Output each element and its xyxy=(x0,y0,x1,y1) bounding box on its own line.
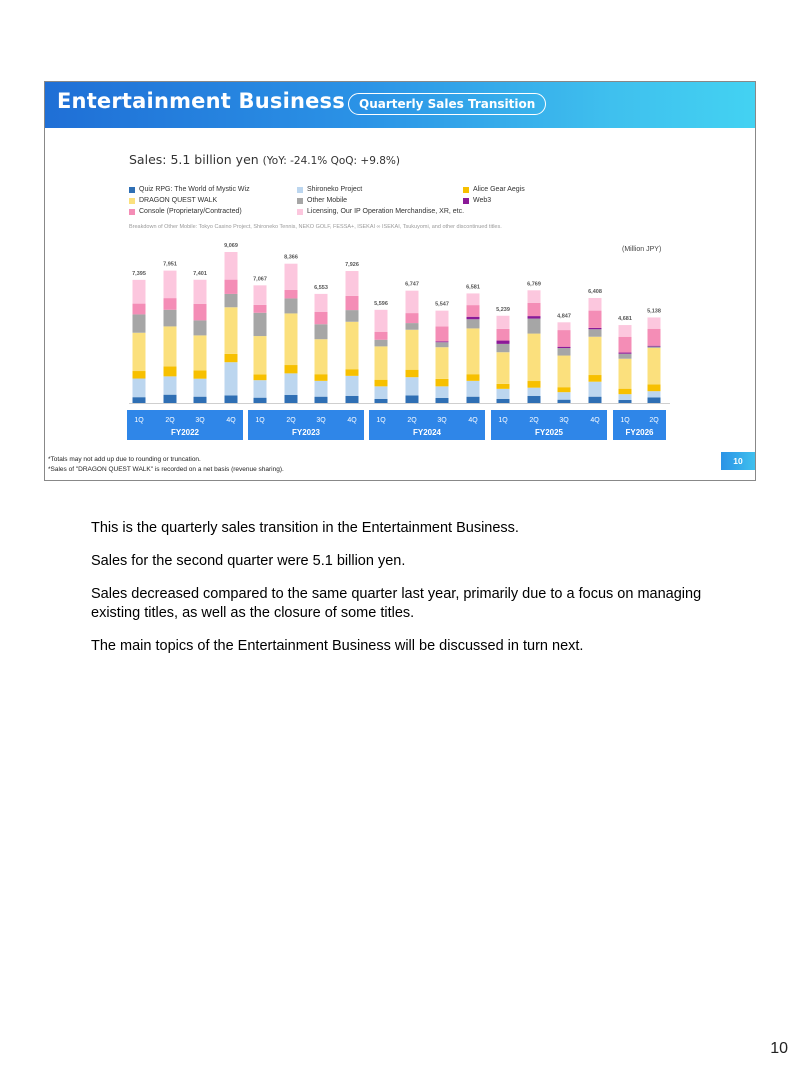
bar-segment xyxy=(619,389,632,394)
fiscal-year-label: FY2023 xyxy=(291,428,321,437)
bar-segment xyxy=(375,340,388,347)
bar-segment xyxy=(133,314,146,332)
bar-segment xyxy=(648,391,661,397)
legend-swatch xyxy=(463,187,469,193)
legend-item xyxy=(129,197,217,204)
bar-segment xyxy=(436,398,449,403)
bar-segment xyxy=(436,311,449,327)
page-number: 10 xyxy=(770,1040,788,1057)
bar-segment xyxy=(619,353,632,354)
bar-segment xyxy=(436,347,449,379)
bar-segment xyxy=(436,326,449,341)
bar-segment xyxy=(254,374,267,380)
bar-segment xyxy=(164,395,177,403)
bar-segment xyxy=(497,341,510,344)
bar-segment xyxy=(375,332,388,340)
bar-segment xyxy=(254,313,267,336)
quarter-tick-label: 1Q xyxy=(498,417,508,424)
bar-total-label: 6,747 xyxy=(405,281,419,288)
bar-segment xyxy=(558,356,571,388)
legend-swatch xyxy=(129,198,135,204)
bar-segment xyxy=(254,336,267,374)
bar-segment xyxy=(194,335,207,370)
footnotes xyxy=(48,455,284,475)
bar-segment xyxy=(346,296,359,310)
quarter-tick-label: 2Q xyxy=(165,417,175,424)
bar-total-label: 6,408 xyxy=(588,288,602,295)
quarter-tick-label: 2Q xyxy=(407,417,417,424)
bar-total-label: 6,581 xyxy=(466,284,480,291)
footnote: *Totals may not add up due to rounding or truncation. xyxy=(48,456,201,463)
quarter-tick-label: 1Q xyxy=(620,417,630,424)
legend-label: Quiz RPG: The World of Mystic Wiz xyxy=(139,186,250,193)
bar-segment xyxy=(346,310,359,322)
bar-segment xyxy=(346,396,359,403)
legend-swatch xyxy=(129,187,135,193)
legend-swatch xyxy=(297,187,303,193)
bar-segment xyxy=(375,386,388,398)
bar-segment xyxy=(285,395,298,403)
bar-segment xyxy=(406,377,419,395)
stacked-bar-chart xyxy=(45,232,755,447)
legend-label: Web3 xyxy=(473,197,492,204)
notes-paragraph: The main topics of the Entertainment Business will be discussed in turn next. xyxy=(91,638,584,654)
bar-total-label: 4,681 xyxy=(618,316,632,323)
bar-total-label: 5,138 xyxy=(647,308,661,315)
legend-item xyxy=(297,197,347,204)
bar-segment xyxy=(497,329,510,341)
legend-label: Alice Gear Aegis xyxy=(473,186,525,193)
bar-segment xyxy=(467,328,480,374)
section-pill: Quarterly Sales Transition xyxy=(348,93,546,115)
bar-segment xyxy=(285,373,298,395)
bar-segment xyxy=(133,371,146,378)
bar-segment xyxy=(619,354,632,359)
bar-segment xyxy=(164,298,177,310)
legend-label: DRAGON QUEST WALK xyxy=(139,197,218,204)
bar-segment xyxy=(497,389,510,399)
bar-segment xyxy=(436,341,449,342)
bar-segment xyxy=(194,280,207,304)
bar-segment xyxy=(619,359,632,389)
quarter-tick-label: 1Q xyxy=(255,417,265,424)
bar-segment xyxy=(164,326,177,366)
bar-total-label: 7,067 xyxy=(253,276,267,283)
legend-item xyxy=(297,186,362,193)
bar-total-label: 7,395 xyxy=(132,270,146,277)
bar-segment xyxy=(375,346,388,379)
notes-paragraph: Sales for the second quarter were 5.1 billion yen. xyxy=(91,553,406,569)
quarter-tick-label: 1Q xyxy=(376,417,386,424)
bar-segment xyxy=(528,334,541,381)
bar-segment xyxy=(467,374,480,381)
bar-total-label: 5,239 xyxy=(496,306,510,313)
fiscal-year-label: FY2022 xyxy=(170,428,200,437)
bar-total-label: 7,926 xyxy=(345,262,359,269)
notes-paragraph: Sales decreased compared to the same quarter last year, primarily due to a focus on managing existing titles, as well as the closure of some titles. xyxy=(91,586,702,621)
bar-segment xyxy=(225,280,238,294)
bar-segment xyxy=(375,399,388,403)
bar-segment xyxy=(558,387,571,392)
slide-title: Entertainment Business xyxy=(57,89,345,113)
quarter-tick-label: 3Q xyxy=(316,417,326,424)
bar-segment xyxy=(164,310,177,327)
bar-total-label: 4,847 xyxy=(557,313,571,320)
bar-segment xyxy=(194,320,207,335)
bar-segment xyxy=(467,305,480,317)
bar-segment xyxy=(589,311,602,328)
bar-segment xyxy=(528,319,541,334)
bar-segment xyxy=(133,304,146,315)
bar-total-label: 7,401 xyxy=(193,270,207,277)
bar-segment xyxy=(589,328,602,329)
bar-segment xyxy=(225,294,238,307)
fiscal-year-label: FY2025 xyxy=(534,428,564,437)
legend-label: Shironeko Project xyxy=(307,186,363,193)
bar-segment xyxy=(648,347,661,348)
bar-segment xyxy=(285,365,298,373)
bar-segment xyxy=(436,379,449,386)
bar-segment xyxy=(406,370,419,377)
bar-total-label: 5,547 xyxy=(435,301,449,308)
bar-segment xyxy=(558,347,571,348)
bar-segment xyxy=(406,396,419,403)
quarter-tick-label: 4Q xyxy=(468,417,478,424)
legend-item xyxy=(297,208,464,215)
fiscal-year-label: FY2026 xyxy=(625,428,654,437)
quarter-tick-label: 2Q xyxy=(286,417,296,424)
bar-segment xyxy=(133,280,146,304)
bar-segment xyxy=(254,285,267,305)
bar-segment xyxy=(254,380,267,397)
bar-total-label: 6,553 xyxy=(314,284,328,291)
bar-segment xyxy=(225,307,238,354)
bar-segment xyxy=(346,271,359,296)
bar-segment xyxy=(375,310,388,332)
bar-segment xyxy=(194,397,207,403)
bar-segment xyxy=(528,396,541,403)
bar-segment xyxy=(436,386,449,398)
slide-page-badge: 10 xyxy=(721,452,755,470)
bar-segment xyxy=(619,394,632,400)
sales-headline-main: Sales: 5.1 billion yen xyxy=(129,152,259,167)
bar-segment xyxy=(406,291,419,313)
bar-segment xyxy=(315,339,328,374)
bar-segment xyxy=(467,319,480,328)
legend-label: Licensing, Our IP Operation Merchandise, XR, etc. xyxy=(307,208,465,215)
bar-segment xyxy=(164,271,177,298)
bar-total-label: 9,069 xyxy=(224,243,238,249)
quarter-tick-label: 3Q xyxy=(195,417,205,424)
bar-segment xyxy=(133,379,146,398)
bar-segment xyxy=(133,397,146,403)
bar-total-label: 7,951 xyxy=(163,261,177,268)
bar-segment xyxy=(315,397,328,403)
bar-segment xyxy=(346,369,359,376)
bar-segment xyxy=(375,380,388,387)
bar-segment xyxy=(406,313,419,323)
chart-legend xyxy=(129,186,689,222)
bar-segment xyxy=(619,337,632,353)
bar-segment xyxy=(558,400,571,403)
legend-label: Other Mobile xyxy=(307,197,348,204)
bar-segment xyxy=(589,375,602,382)
sales-headline-sub: (YoY: -24.1% QoQ: +9.8%) xyxy=(262,155,400,167)
fiscal-year-label: FY2024 xyxy=(412,428,442,437)
bar-segment xyxy=(225,252,238,280)
legend-swatch xyxy=(297,198,303,204)
bar-segment xyxy=(558,348,571,355)
slide xyxy=(44,81,756,481)
bar-segment xyxy=(589,298,602,311)
bar-segment xyxy=(315,324,328,339)
title-banner xyxy=(45,82,755,128)
bar-segment xyxy=(497,316,510,329)
quarter-tick-label: 2Q xyxy=(649,417,659,424)
bar-segment xyxy=(346,322,359,369)
bar-segment xyxy=(467,381,480,397)
bar-segment xyxy=(467,397,480,403)
bar-segment xyxy=(558,322,571,330)
bar-segment xyxy=(648,385,661,392)
bar-segment xyxy=(648,346,661,347)
bar-segment xyxy=(528,381,541,388)
bar-segment xyxy=(164,366,177,376)
legend-item xyxy=(463,186,525,193)
bar-segment xyxy=(589,397,602,403)
bar-segment xyxy=(467,317,480,319)
quarter-tick-label: 1Q xyxy=(134,417,144,424)
bar-segment xyxy=(225,362,238,395)
bar-segment xyxy=(315,374,328,381)
speaker-notes xyxy=(91,519,731,670)
bar-segment xyxy=(528,303,541,316)
bar-segment xyxy=(589,329,602,336)
bar-segment xyxy=(254,305,267,313)
bar-segment xyxy=(528,290,541,302)
bar-segment xyxy=(589,382,602,397)
bar-segment xyxy=(315,294,328,312)
legend-item xyxy=(463,197,491,204)
bar-segment xyxy=(497,384,510,389)
bar-segment xyxy=(285,298,298,313)
legend-label: Console (Proprietary/Contracted) xyxy=(139,208,242,215)
bar-segment xyxy=(285,313,298,365)
bar-segment xyxy=(194,379,207,397)
bar-segment xyxy=(406,323,419,330)
bar-segment xyxy=(194,304,207,321)
bar-total-label: 8,366 xyxy=(284,254,298,261)
bar-segment xyxy=(406,330,419,370)
bar-segment xyxy=(497,344,510,352)
sales-headline xyxy=(129,152,400,167)
legend-item xyxy=(129,186,250,193)
bar-segment xyxy=(589,337,602,375)
bar-segment xyxy=(497,352,510,384)
quarter-tick-label: 4Q xyxy=(590,417,600,424)
bar-segment xyxy=(346,376,359,396)
bar-segment xyxy=(467,293,480,305)
bar-segment xyxy=(648,329,661,346)
bar-segment xyxy=(619,400,632,403)
bar-segment xyxy=(133,333,146,371)
legend-swatch xyxy=(297,209,303,215)
bar-segment xyxy=(528,388,541,396)
quarter-tick-label: 4Q xyxy=(226,417,236,424)
notes-paragraph: This is the quarterly sales transition in the Entertainment Business. xyxy=(91,520,519,536)
bar-segment xyxy=(225,396,238,403)
breakdown-note: Breakdown of Other Mobile: Tokyo Casino Project, Shironeko Tennis, NEKO GOLF, FESSA+, ISEKAI ∞ ISEKAI, Tsukuyomi, and other discontinued titles. xyxy=(129,224,502,230)
bar-segment xyxy=(194,370,207,378)
bar-segment xyxy=(254,398,267,403)
quarter-tick-label: 2Q xyxy=(529,417,539,424)
bar-segment xyxy=(528,316,541,318)
bar-segment xyxy=(285,264,298,290)
bar-segment xyxy=(648,398,661,403)
bar-segment xyxy=(225,354,238,362)
legend-swatch xyxy=(129,209,135,215)
bar-segment xyxy=(648,317,661,328)
quarter-tick-label: 4Q xyxy=(347,417,357,424)
bar-segment xyxy=(315,381,328,397)
bar-total-label: 5,596 xyxy=(374,300,388,307)
bar-segment xyxy=(619,325,632,337)
quarter-tick-label: 3Q xyxy=(437,417,447,424)
bar-segment xyxy=(558,392,571,399)
bar-segment xyxy=(315,312,328,324)
unit-label: (Million JPY) xyxy=(622,246,662,253)
bar-segment xyxy=(648,348,661,385)
legend-item xyxy=(129,208,242,215)
quarter-tick-label: 3Q xyxy=(559,417,569,424)
legend-swatch xyxy=(463,198,469,204)
footnote: *Sales of "DRAGON QUEST WALK" is recorded on a net basis (revenue sharing). xyxy=(48,466,284,473)
bar-segment xyxy=(558,330,571,347)
bar-segment xyxy=(497,399,510,403)
bar-segment xyxy=(285,290,298,299)
bar-segment xyxy=(164,376,177,394)
bar-total-label: 6,769 xyxy=(527,281,541,288)
bar-segment xyxy=(436,342,449,347)
